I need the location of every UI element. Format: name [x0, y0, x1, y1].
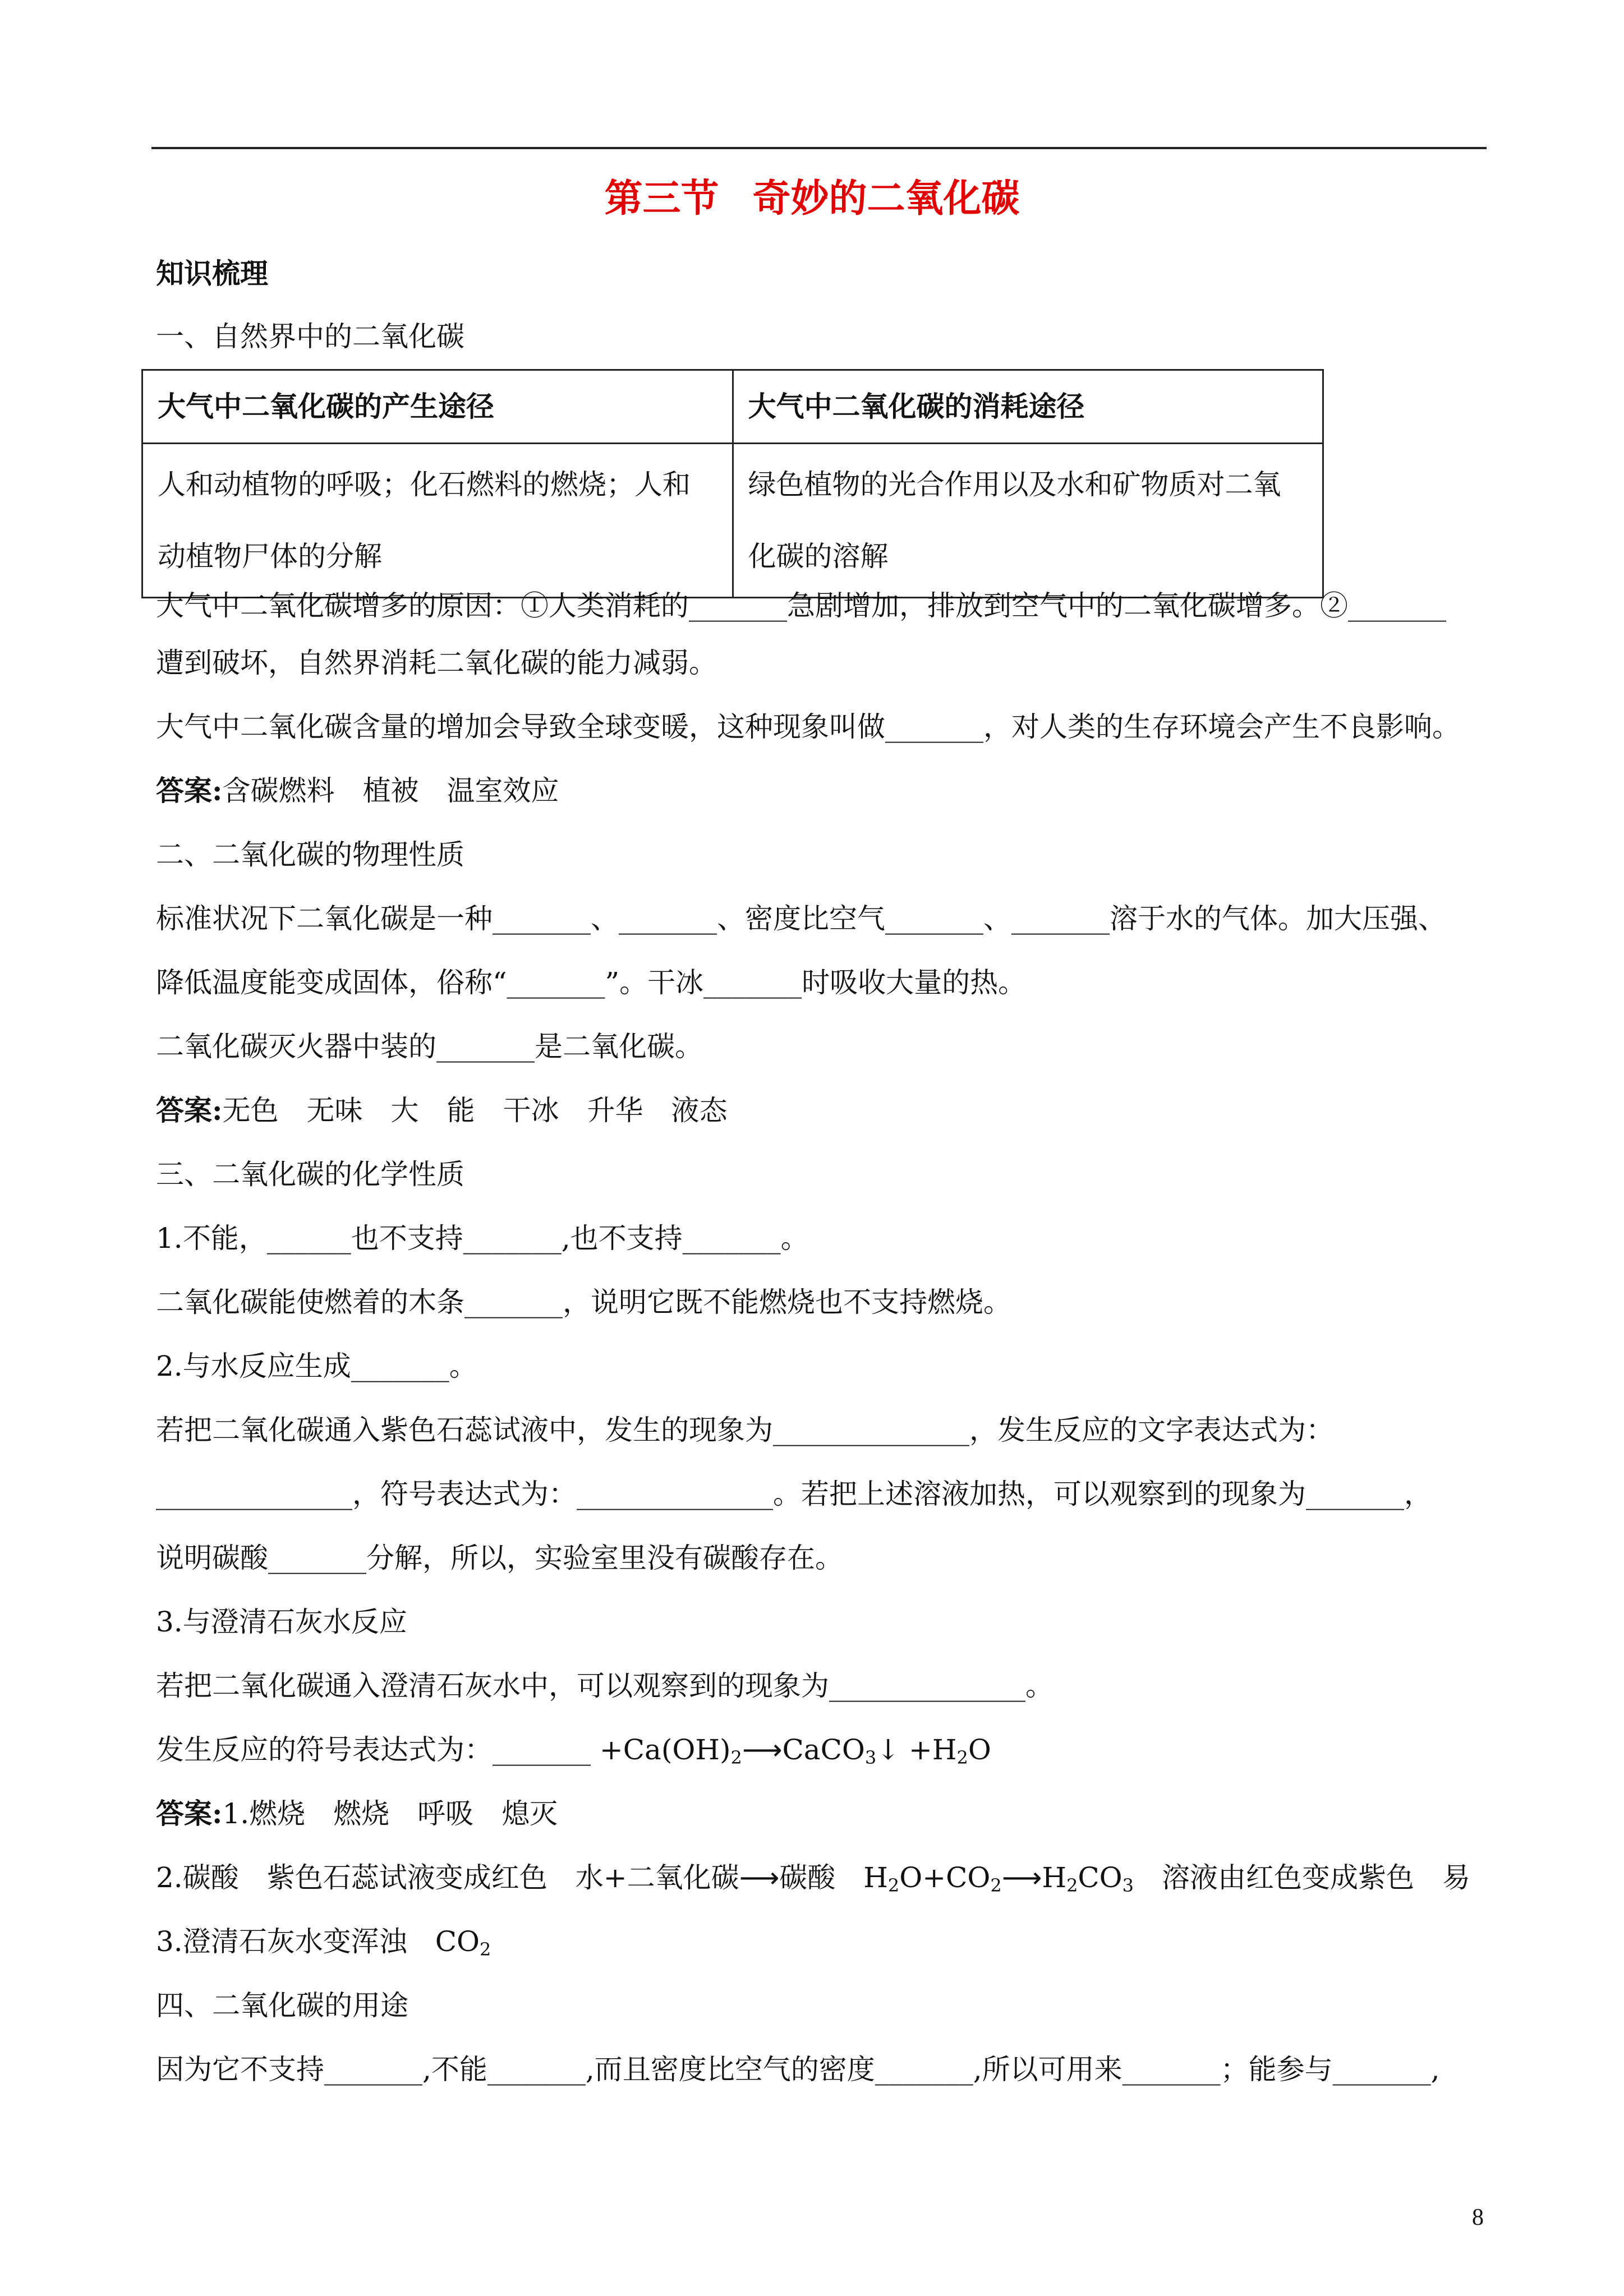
- s2-paragraph-1a: 标准状况下二氧化碳是一种_______、_______、密度比空气_______、_______溶于水的气体。加大压强、: [156, 902, 1446, 935]
- subscript: 2: [990, 1875, 1002, 1896]
- s3-answer-1: [156, 1791, 1491, 1836]
- reaction-arrow-icon: ⟶: [1001, 1861, 1042, 1894]
- answer-label: 答案:: [156, 1797, 223, 1830]
- s3-heading: 三、二氧化碳的化学性质: [156, 1158, 464, 1191]
- s1-paragraph-2: 大气中二氧化碳含量的增加会导致全球变暖，这种现象叫做_______，对人类的生存环境会产生不良影响。: [156, 711, 1460, 743]
- table-cell-production: 人和动植物的呼吸；化石燃料的燃烧；人和动植物尸体的分解: [142, 444, 733, 598]
- page-title: [0, 168, 1624, 230]
- s2-paragraph-2: 二氧化碳灭火器中装的_______是二氧化碳。: [156, 1030, 703, 1063]
- s2-paragraph-1b: 降低温度能变成固体，俗称“_______”。干冰_______时吸收大量的热。: [156, 966, 1027, 999]
- answer-text: 溶液由红色变成紫色 易: [1134, 1861, 1471, 1894]
- equation-suffix: ↓ +H: [876, 1733, 957, 1766]
- equation-prefix: 发生反应的符号表达式为：_______ +Ca(OH): [156, 1733, 731, 1766]
- s1-answer: [156, 768, 1491, 813]
- title-topic: 奇妙的二氧化碳: [752, 177, 1020, 221]
- s2-heading: 二、二氧化碳的物理性质: [156, 838, 464, 871]
- s3-equation-line: [156, 1727, 1491, 1780]
- title-section-number: 第三节: [604, 177, 719, 221]
- answer-text: CO: [1078, 1861, 1122, 1894]
- s1-paragraph-1b: 遭到破坏，自然界消耗二氧化碳的能力减弱。: [156, 647, 717, 679]
- s3-item-2-para-b: ______________，符号表达式为：______________。若把上述溶液加热，可以观察到的现象为_______，: [156, 1478, 1432, 1510]
- s3-item-2: 2.与水反应生成_______。: [156, 1350, 477, 1382]
- answer-text: 碳酸 H: [779, 1861, 888, 1894]
- table-cell-consumption: 绿色植物的光合作用以及水和矿物质对二氧化碳的溶解: [733, 444, 1323, 598]
- equation-product: CaCO: [782, 1733, 865, 1766]
- answer-text: H: [1042, 1861, 1067, 1894]
- subscript: 2: [956, 1747, 968, 1768]
- subscript: 2: [730, 1747, 742, 1768]
- s1-paragraph-1a: 大气中二氧化碳增多的原因：①人类消耗的_______急剧增加，排放到空气中的二氧化碳增多。②_______: [156, 589, 1446, 622]
- s3-answer-3: [156, 1919, 1491, 1972]
- s3-item-1: 1.不能，______也不支持_______,也不支持_______。: [156, 1222, 809, 1255]
- subscript: 2: [887, 1875, 900, 1896]
- table-header-production: 大气中二氧化碳的产生途径: [142, 370, 733, 444]
- section-heading: 知识梳理: [156, 257, 268, 290]
- equation-end: O: [968, 1733, 991, 1766]
- reaction-arrow-icon: ⟶: [742, 1733, 783, 1766]
- page-number: 8: [1472, 2205, 1484, 2230]
- s3-item-2-para-c: 说明碳酸_______分解，所以，实验室里没有碳酸存在。: [156, 1542, 843, 1574]
- subscript: 2: [1066, 1875, 1078, 1896]
- answer-label: 答案:: [156, 1094, 223, 1127]
- s3-item-3: 3.与澄清石灰水反应: [156, 1606, 407, 1638]
- s3-item-3-para: 若把二氧化碳通入澄清石灰水中，可以观察到的现象为______________。: [156, 1670, 1053, 1702]
- header-rule: [151, 147, 1487, 149]
- table-header-consumption: 大气中二氧化碳的消耗途径: [733, 370, 1323, 444]
- subscript: 3: [1122, 1875, 1134, 1896]
- s4-heading: 四、二氧化碳的用途: [156, 1989, 408, 2022]
- s3-answer-2: [156, 1855, 1491, 1908]
- answer-text: 含碳燃料 植被 温室效应: [222, 774, 559, 807]
- answer-label: 答案:: [156, 774, 223, 807]
- s4-paragraph-1: 因为它不支持_______,不能_______,而且密度比空气的密度_______,所以可用来_______；能参与_______,: [156, 2053, 1440, 2086]
- answer-text: 无色 无味 大 能 干冰 升华 液态: [222, 1094, 728, 1127]
- subscript: 3: [864, 1747, 877, 1768]
- s1-heading: 一、自然界中的二氧化碳: [156, 320, 464, 353]
- answer-text: 1.燃烧 燃烧 呼吸 熄灭: [222, 1797, 558, 1830]
- answer-text: 3.澄清石灰水变浑浊 CO: [156, 1925, 480, 1958]
- reaction-arrow-icon: ⟶: [739, 1861, 780, 1894]
- answer-text: O+CO: [899, 1861, 991, 1894]
- s3-item-2-para-a: 若把二氧化碳通入紫色石蕊试液中，发生的现象为______________，发生反应的文字表达式为：: [156, 1414, 1334, 1446]
- s3-item-1-note: 二氧化碳能使燃着的木条_______，说明它既不能燃烧也不支持燃烧。: [156, 1286, 1011, 1318]
- answer-text: 2.碳酸 紫色石蕊试液变成红色 水+二氧化碳: [156, 1861, 739, 1894]
- s2-answer: [156, 1088, 1491, 1133]
- subscript: 2: [479, 1939, 491, 1960]
- co2-sources-table: [141, 369, 1324, 598]
